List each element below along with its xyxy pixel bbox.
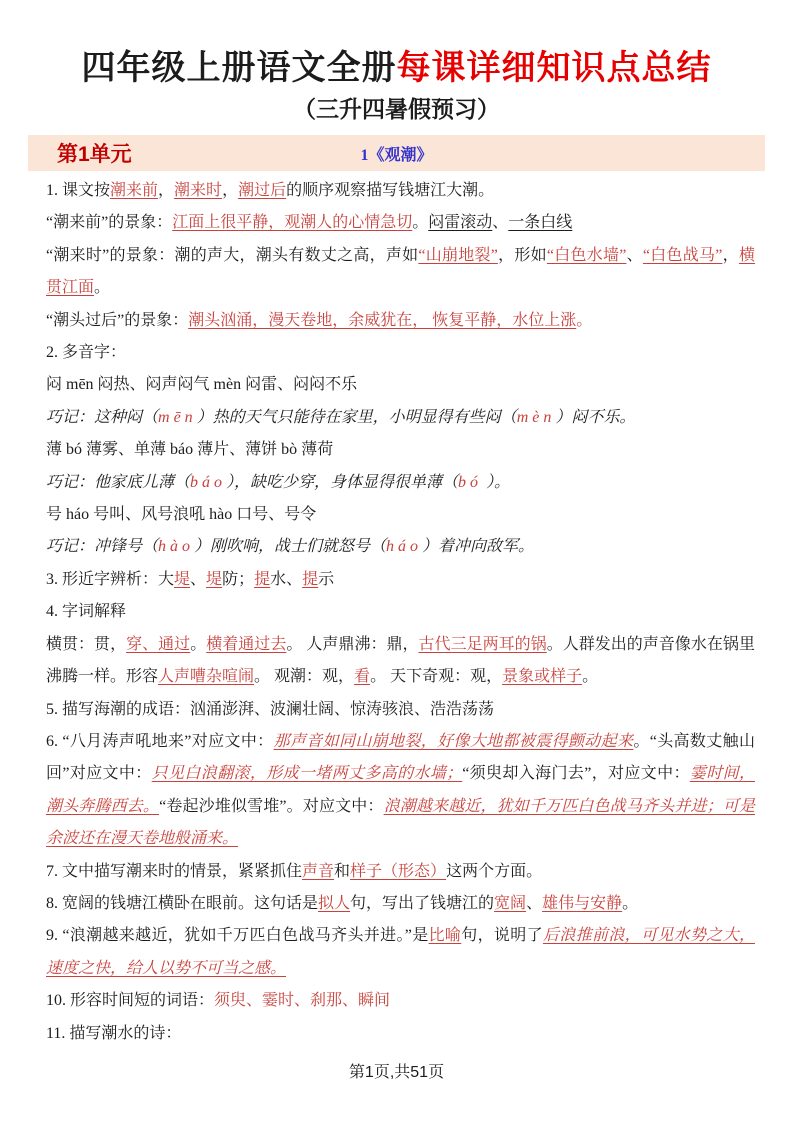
text-segment: 声音: [302, 862, 335, 880]
text-segment: ）热的天气只能待在家里，小明显得有些闷（: [196, 408, 517, 426]
text-segment: 10. 形容时间短的词语：: [46, 992, 215, 1010]
paragraph: [46, 402, 755, 434]
text-segment: 潮来前: [110, 182, 159, 199]
text-segment: 和: [334, 862, 351, 880]
text-segment: 示: [318, 570, 335, 588]
text-segment: “潮来前”的景象：: [46, 214, 173, 232]
text-segment: 横贯江面: [46, 246, 755, 297]
content: [46, 175, 755, 1050]
text-segment: 。 天下奇观：观，: [370, 668, 503, 686]
text-segment: 。: [412, 214, 429, 232]
paragraph: [46, 920, 755, 985]
title-red-part: 每课详细知识点总结: [396, 50, 712, 87]
text-segment: 比喻: [428, 927, 462, 945]
paragraph: [46, 175, 755, 207]
text-segment: 2. 多音字：: [46, 344, 127, 362]
text-segment: 。: [633, 732, 650, 750]
text-segment: ，: [222, 182, 239, 199]
unit-label: 第1单元: [57, 143, 132, 166]
text-segment: 句，写出了钱塘江的: [350, 894, 495, 912]
paragraph: [46, 985, 755, 1017]
text-segment: 拟人: [318, 894, 351, 912]
page-title: [0, 46, 793, 92]
text-segment: 防；: [222, 570, 255, 588]
paragraph: [46, 531, 755, 563]
text-segment: 一条白线: [508, 214, 573, 232]
text-segment: 薄 bó 薄雾、单薄 báo 薄片、薄饼 bò 薄荷: [46, 441, 334, 459]
text-segment: 11. 描写潮水的诗：: [46, 1024, 182, 1042]
text-segment: 9. “浪潮越来越近，犹如千万匹白色战马齐头并进。”是: [46, 927, 429, 945]
paragraph: [46, 369, 755, 401]
text-segment: 。: [94, 279, 111, 297]
text-segment: bó: [458, 473, 483, 491]
paragraph: [46, 434, 755, 466]
paragraph: [46, 888, 755, 920]
text-segment: ）刚吹响，战士们就怒号（: [194, 538, 387, 556]
text-segment: 这两个方面。: [446, 862, 543, 880]
text-segment: 句，说明了: [461, 927, 543, 945]
paragraph: [46, 305, 755, 337]
text-segment: ）。: [482, 473, 511, 491]
text-segment: háo: [386, 538, 423, 556]
text-segment: 巧记：他家底儿薄（: [46, 473, 191, 491]
text-segment: ，: [722, 246, 739, 264]
text-segment: 。 人声鼎沸：鼎，: [286, 635, 419, 653]
text-segment: “山崩地裂”: [418, 246, 498, 264]
text-segment: mēn: [158, 408, 197, 426]
text-segment: 。: [576, 311, 593, 329]
text-segment: 古代三足两耳的锅: [418, 635, 547, 653]
text-segment: ，形如: [497, 246, 547, 264]
text-segment: 提: [302, 570, 319, 588]
text-segment: 横着通过去: [206, 635, 287, 653]
page-footer: [0, 1059, 793, 1082]
paragraph: [46, 596, 755, 628]
text-segment: 景象或样子: [502, 668, 583, 686]
text-segment: báo: [190, 473, 227, 491]
text-segment: 后浪推前浪，可见水势之大，速度之快，给人以势不可当之感。: [46, 927, 755, 977]
page-subtitle: （三升四暑假预习）: [293, 97, 500, 122]
text-segment: 穿、通过: [126, 635, 191, 653]
paragraph: [46, 240, 755, 305]
text-segment: 、: [492, 214, 509, 232]
text-segment: 闷雷滚动: [428, 214, 493, 232]
text-segment: 、: [526, 894, 543, 912]
text-segment: “头高数丈触山回”对应文中：: [46, 732, 755, 783]
text-segment: 雄伟与安静: [542, 894, 623, 912]
text-segment: 巧记：冲锋号（: [46, 538, 159, 556]
text-segment: 8. 宽阔的钱塘江横卧在眼前。这句话是: [46, 894, 319, 912]
paragraph: [46, 207, 755, 239]
paragraph: [46, 467, 755, 499]
text-segment: 潮来时: [174, 182, 223, 199]
paragraph: [46, 564, 755, 596]
text-segment: 须臾、霎时、刹那、瞬间: [214, 992, 391, 1010]
text-segment: “潮来时”的景象：潮的声大，潮头有数丈之高，声如: [46, 246, 419, 264]
text-segment: 样子（形态）: [350, 862, 447, 880]
text-segment: “白色战马”: [642, 246, 723, 264]
text-segment: “须臾却入海门去”，对应文中：: [462, 765, 690, 783]
text-segment: 潮头汹涌，漫天卷地，余威犹在， 恢复平静，水位上涨: [188, 311, 577, 329]
text-segment: 潮过后: [238, 182, 287, 199]
text-segment: ），缺吃少穿，身体显得很单薄（: [226, 473, 459, 491]
page-number: 第1页,共51页: [348, 1064, 445, 1081]
text-segment: 。: [582, 668, 599, 686]
text-segment: 的顺序观察描写钱塘江大潮。: [286, 182, 495, 199]
text-segment: 只见白浪翻滚，形成一堵两丈多高的水墙；: [151, 765, 463, 783]
text-segment: 。 观潮：观，: [254, 668, 355, 686]
text-segment: hào: [158, 538, 195, 556]
lesson-title: 1《观潮》: [360, 146, 433, 164]
text-segment: 号 háo 号叫、风号浪吼 hào 口号、号令: [46, 506, 317, 524]
title-black-part: 四年级上册语文全册: [81, 50, 397, 87]
text-segment: 霎时间，潮头奔腾西去。: [46, 765, 755, 815]
text-segment: 1. 课文按: [46, 182, 111, 199]
text-segment: 看: [354, 668, 371, 686]
text-segment: 。: [622, 894, 639, 912]
text-segment: “潮头过后”的景象：: [46, 311, 189, 329]
text-segment: “白色水墙”: [546, 246, 627, 264]
text-segment: 3. 形近字辨析：大: [46, 570, 175, 588]
text-segment: 。人群发出的声音像水在锅里沸腾一样。形容: [46, 635, 755, 686]
text-segment: 浪潮越来越近，犹如千万匹白色战马齐头并进；可是余波还在漫天卷地般涌来。: [46, 797, 755, 848]
text-segment: 闷 mēn 闷热、闷声闷气 mèn 闷雷、闷闷不乐: [46, 376, 358, 394]
text-segment: 那声音如同山崩地裂，好像大地都被震得颤动起来: [273, 732, 634, 750]
text-segment: 5. 描写海潮的成语：汹涌澎湃、波澜壮阔、惊涛骇浪、浩浩荡荡: [46, 700, 495, 718]
text-segment: 人声嘈杂喧闹: [158, 668, 255, 686]
paragraph: [46, 726, 755, 856]
paragraph: [46, 694, 755, 726]
text-segment: 。: [190, 635, 207, 653]
text-segment: 横贯：贯，: [46, 635, 127, 653]
section-header-bar: [28, 135, 765, 171]
text-segment: 江面上很平静，观潮人的心情急切: [172, 214, 413, 232]
text-segment: “卷起沙堆似雪堆”。对应文中：: [159, 797, 384, 815]
paragraph: [46, 337, 755, 369]
paragraph: [46, 629, 755, 694]
text-segment: 4. 字词解释: [46, 603, 127, 621]
title-block: [0, 0, 793, 128]
paragraph: [46, 1018, 755, 1050]
paragraph: [46, 499, 755, 531]
text-segment: 堤: [174, 570, 191, 588]
text-segment: 提: [254, 570, 271, 588]
text-segment: 宽阔: [494, 894, 527, 912]
text-segment: 7. 文中描写潮来时的情景，紧紧抓住: [46, 862, 303, 880]
text-segment: ，: [158, 182, 175, 199]
paragraph: [46, 856, 755, 888]
text-segment: 6. “八月涛声吼地来”对应文中：: [46, 732, 274, 750]
text-segment: 、: [626, 246, 643, 264]
text-segment: 堤: [206, 570, 223, 588]
text-segment: ）着冲向敌军。: [422, 538, 535, 556]
text-segment: mèn: [516, 408, 556, 426]
text-segment: 、: [190, 570, 207, 588]
text-segment: 巧记：这种闷（: [46, 408, 159, 426]
text-segment: ）闷不乐。: [555, 408, 636, 426]
text-segment: 水、: [270, 570, 303, 588]
